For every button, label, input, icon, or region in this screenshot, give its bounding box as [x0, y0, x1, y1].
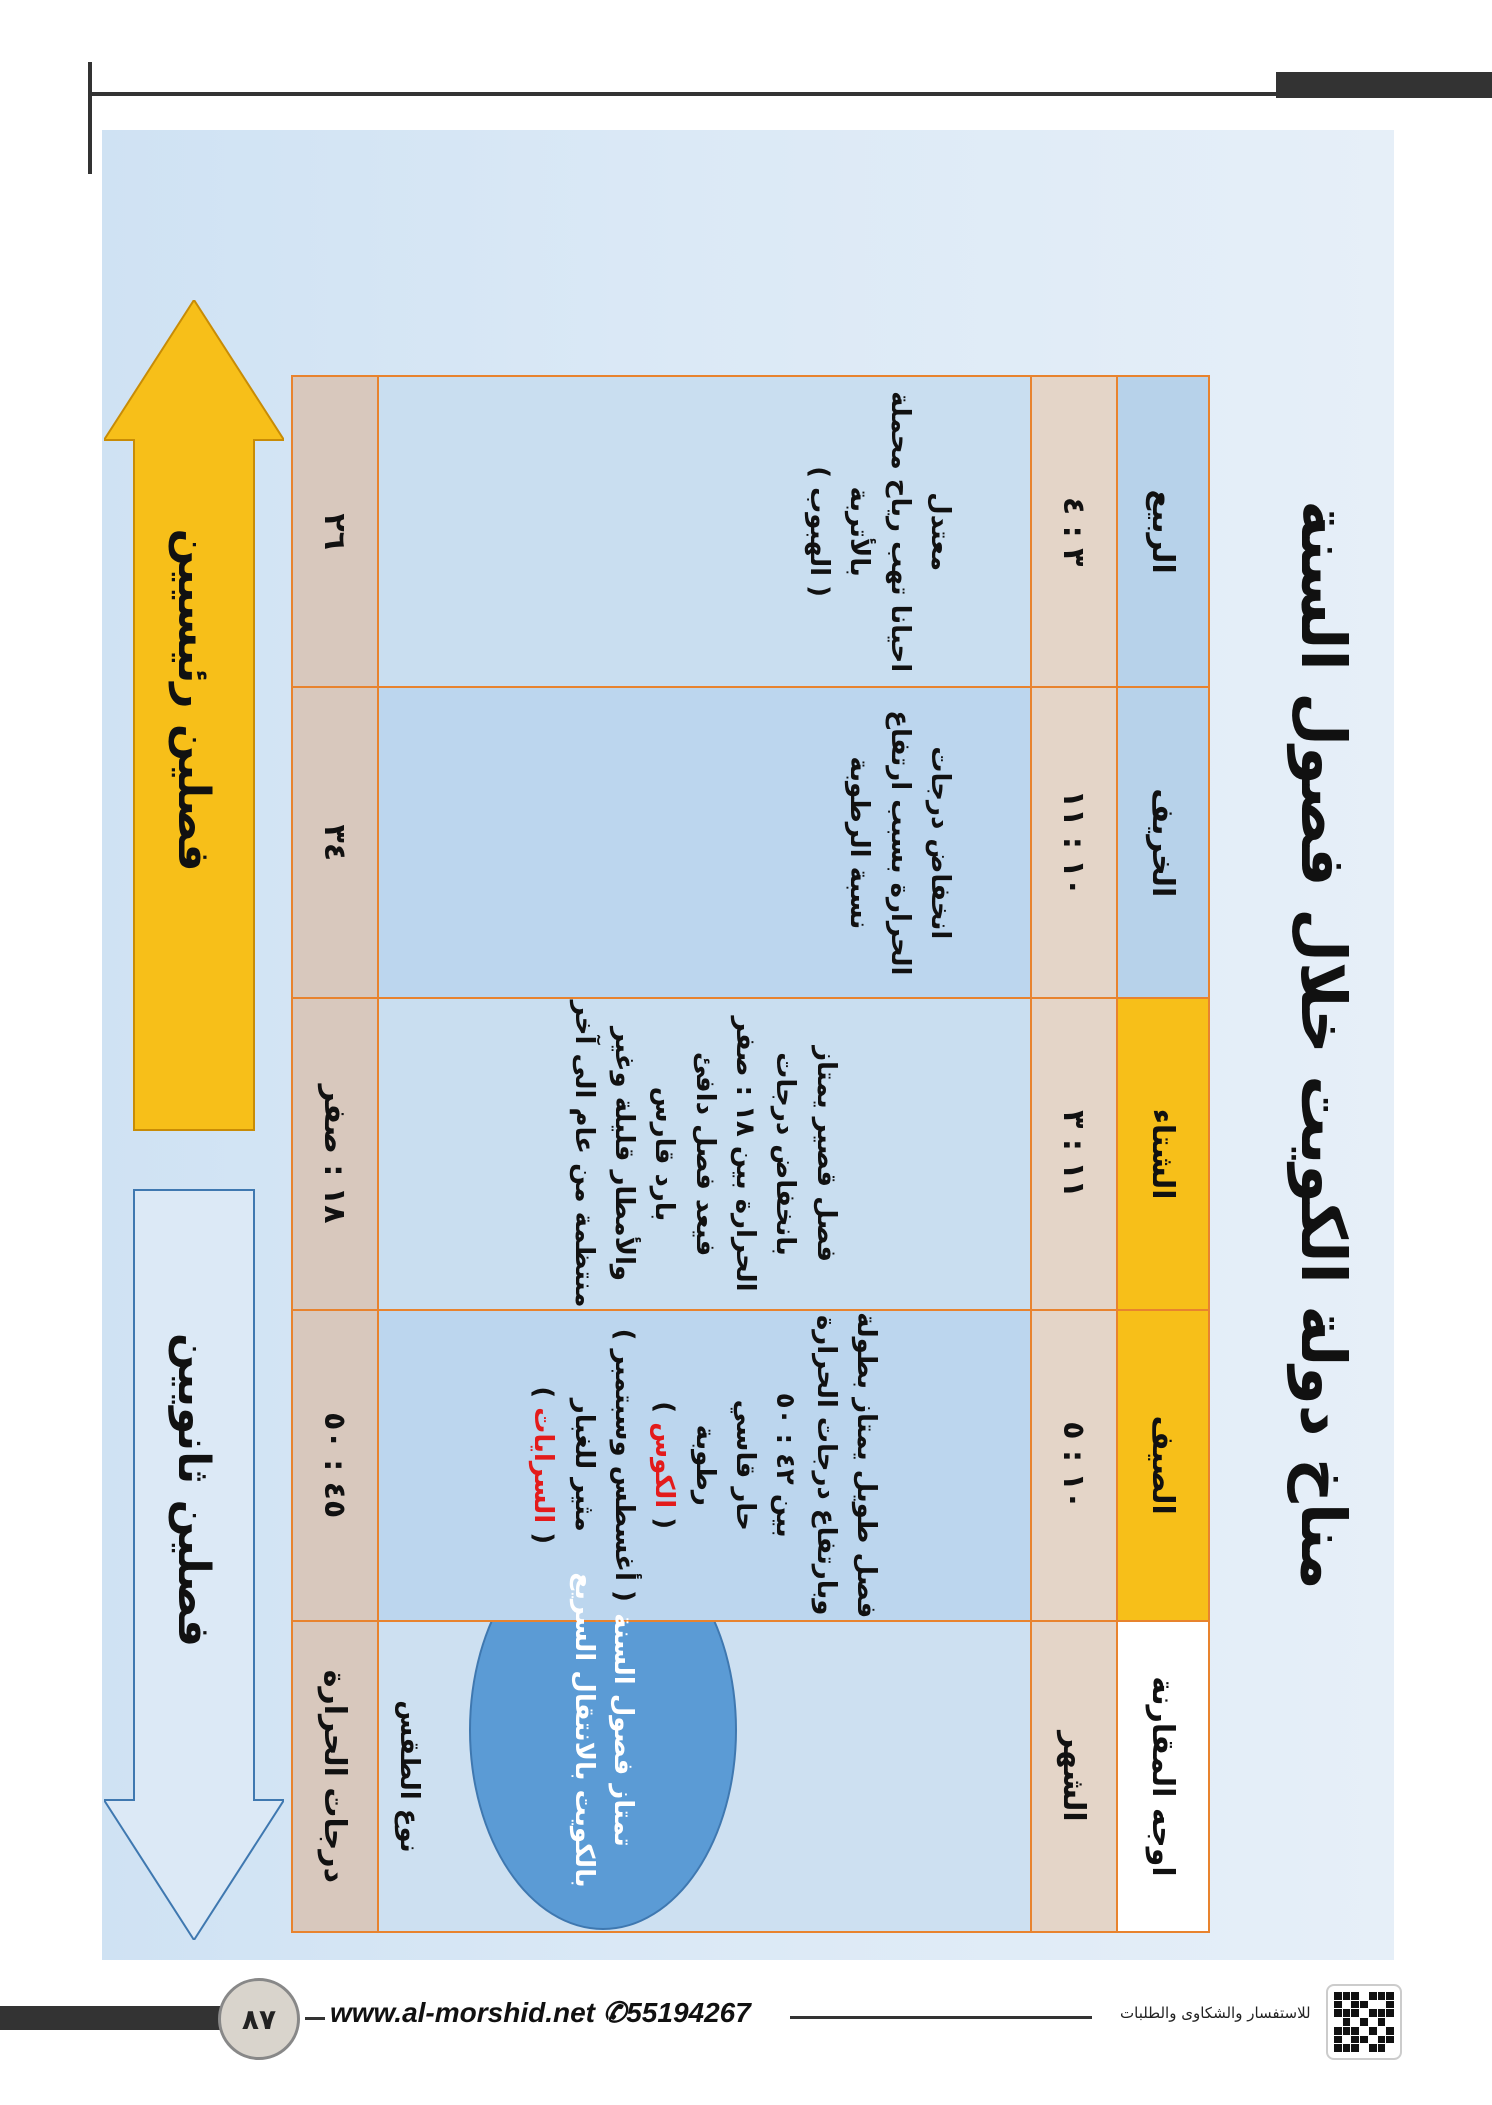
- qr-code-icon[interactable]: [1326, 1984, 1402, 2060]
- weather-type-cell: [378, 1572, 1031, 1932]
- climate-comparison-table: [291, 375, 1210, 1933]
- summer-paren: (: [649, 1517, 680, 1530]
- summer-paren: ): [528, 1386, 559, 1399]
- footer-rule-left: [305, 2017, 325, 2020]
- summer-line: [644, 1312, 684, 1619]
- winter-line: الحرارة بين ١٨ : صفر: [729, 1016, 760, 1292]
- autumn-line: نسبة الرطوبة: [844, 756, 875, 930]
- months-summer: ١٠ : ٥: [1031, 1310, 1117, 1621]
- summer-paren: ): [649, 1401, 680, 1414]
- months-spring: ٣ : ٤: [1031, 376, 1117, 687]
- weather-type-label: نوع الطقس: [394, 1700, 425, 1853]
- footer-bar: [0, 2006, 226, 2030]
- spring-line: ( الهبوب ): [804, 466, 835, 597]
- winter-line: بانخفاض درجات: [770, 1052, 801, 1256]
- main-seasons-label: فصلين رئيسيين: [168, 528, 220, 872]
- secondary-seasons-label: فصلين ثانويين: [168, 1332, 220, 1648]
- header-bar: [1276, 72, 1492, 98]
- temp-autumn: ٣٤: [292, 687, 378, 998]
- weather-type-row: [378, 376, 1031, 1932]
- header-rule: [88, 92, 1278, 96]
- summer-line: [523, 1312, 563, 1619]
- spring-line: بالأتربة: [844, 486, 875, 577]
- temperature-label: درجات الحرارة: [292, 1621, 378, 1932]
- header-label: اوجه المقارنة: [1117, 1621, 1209, 1932]
- page-title: مناخ دولة الكويت خلال فصول السنة: [1287, 500, 1361, 1590]
- season-summer: الصيف: [1117, 1310, 1209, 1621]
- summer-line: بين ٤٢ : ٥٠: [770, 1392, 801, 1538]
- season-autumn: الخريف: [1117, 687, 1209, 998]
- summer-line: ( أغسطس وسبتمبر ): [609, 1328, 640, 1602]
- temp-summer: ٤٥ : ٥٠: [292, 1310, 378, 1621]
- summer-line: حار قاسي: [729, 1399, 760, 1531]
- season-spring: الربيع: [1117, 376, 1209, 687]
- winter-line: منتظمة من عام الى آخر: [568, 1000, 599, 1308]
- rotated-content: [102, 130, 1394, 1960]
- weather-summer: [378, 1310, 1031, 1621]
- season-winter: الشتاء: [1117, 998, 1209, 1309]
- page-number: ٨٧: [218, 1978, 300, 2060]
- temp-winter: ١٨ : صفر: [292, 998, 378, 1309]
- summer-line: مثير للغبار: [568, 1398, 599, 1532]
- footer-rule: [790, 2016, 1092, 2019]
- kaws-term: الكوس: [649, 1422, 680, 1509]
- months-autumn: ١٠ : ١١: [1031, 687, 1117, 998]
- autumn-line: انخفاض درجات: [925, 746, 955, 940]
- summer-line: وبارتفاع درجات الحرارة: [810, 1314, 841, 1616]
- seasons-row: [1117, 376, 1209, 1932]
- weather-winter: [378, 998, 1031, 1309]
- temp-spring: ٢٦: [292, 376, 378, 687]
- summer-line: رطوبة: [689, 1424, 720, 1506]
- winter-line: بارد قارس: [649, 1086, 680, 1222]
- month-label: الشهر: [1031, 1621, 1117, 1932]
- months-winter: ١١ : ٣: [1031, 998, 1117, 1309]
- margin-vertical-rule: [88, 62, 92, 174]
- autumn-line: الحرارة بسبب ارتفاع: [884, 710, 915, 976]
- spring-line: احيانا تهب رياح محملة: [884, 391, 915, 673]
- weather-autumn: [378, 687, 1031, 998]
- contact-text: للاستفسار والشكاوى والطلبات: [1120, 2004, 1311, 2022]
- temperature-row: [292, 376, 378, 1932]
- weather-spring: [378, 376, 1031, 687]
- winter-line: والأمطار قليلة وغير: [609, 1027, 640, 1282]
- website-link[interactable]: www.al-morshid.net ✆55194267: [330, 1997, 751, 2028]
- months-row: [1031, 376, 1117, 1932]
- content-panel: [102, 130, 1394, 1960]
- sarayat-term: السرايات: [528, 1407, 559, 1524]
- winter-line: فيعد فصل دافئ: [689, 1051, 720, 1257]
- summer-paren: (: [528, 1532, 559, 1545]
- winter-line: فصل قصير يمتاز: [810, 1046, 841, 1262]
- summer-line: فصل طويل يمتاز بطولة: [850, 1312, 881, 1619]
- spring-line: معتدل: [925, 492, 955, 572]
- summary-circle-text: تمتاز فصول السنة بالكويت بالانتقال السريع: [569, 1572, 639, 1888]
